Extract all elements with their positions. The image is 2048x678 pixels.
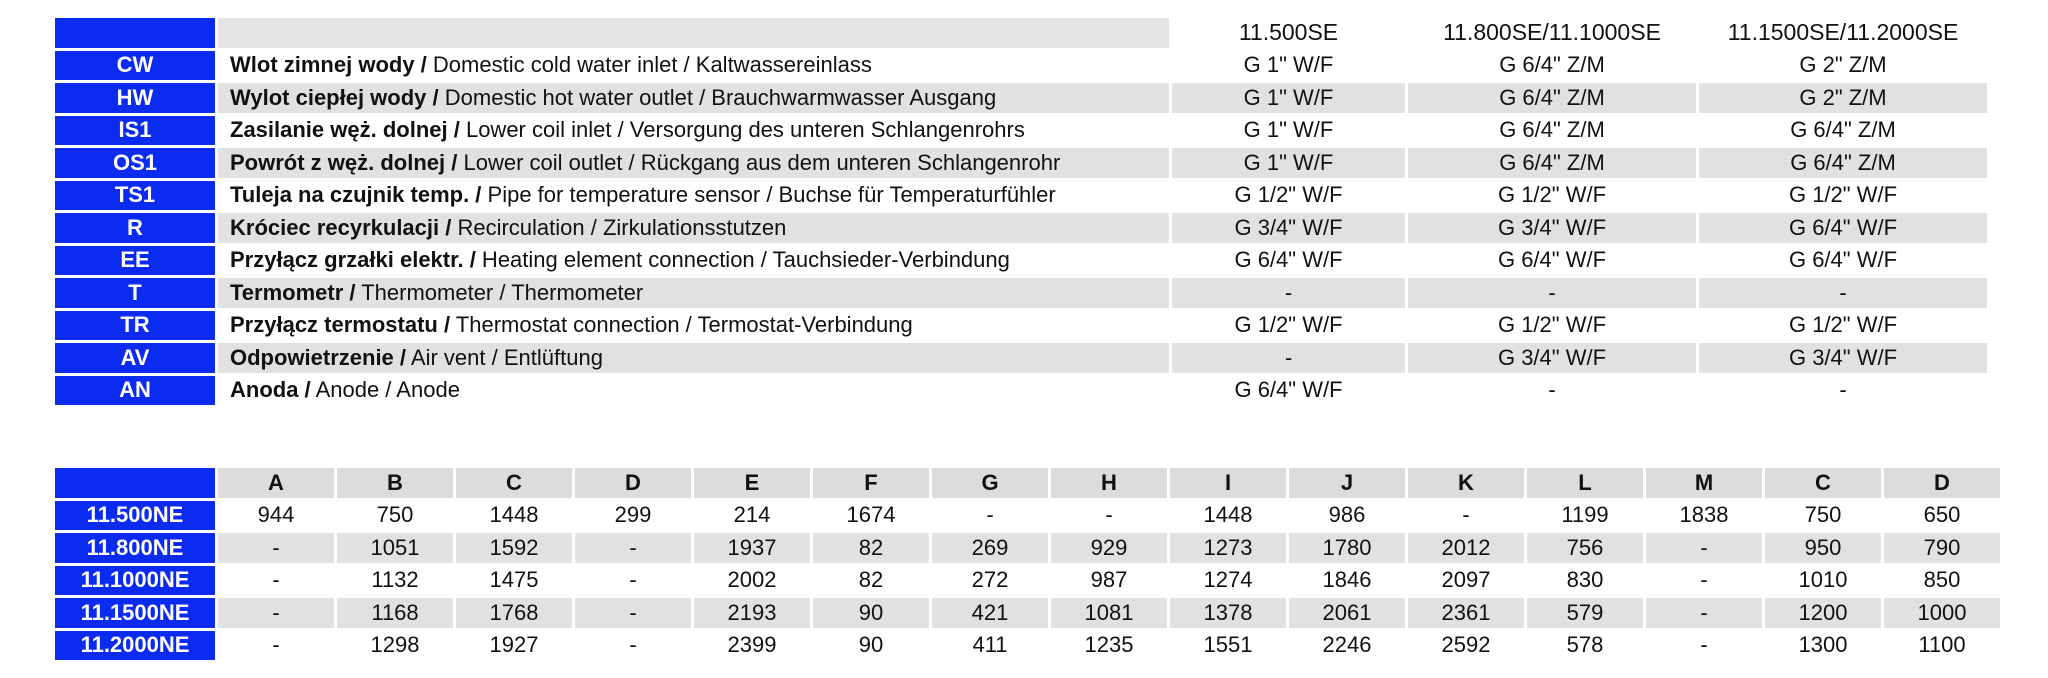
dimension-value: 987 [1051, 566, 1167, 596]
dimension-value: 1051 [337, 533, 453, 563]
header-description-blank [218, 18, 1169, 48]
connection-value: G 6/4" Z/M [1408, 83, 1696, 113]
connection-value: G 6/4" W/F [1172, 246, 1405, 276]
dimension-value: 269 [932, 533, 1048, 563]
dimension-value: 1132 [337, 566, 453, 596]
connection-description [218, 278, 1169, 308]
connection-value: G 1" W/F [1172, 51, 1405, 81]
dimension-header: J [1289, 468, 1405, 498]
dimension-value: 421 [932, 598, 1048, 628]
column-header: 11.800SE/11.1000SE [1408, 18, 1696, 48]
dimension-value: - [218, 566, 334, 596]
connection-value: G 2" Z/M [1699, 83, 1987, 113]
dimension-value: 1937 [694, 533, 810, 563]
connection-code: IS1 [55, 116, 215, 146]
description-polish-bold: Wylot ciepłej wody / [230, 84, 439, 110]
dimension-value: - [1646, 598, 1762, 628]
dimension-value: - [1646, 533, 1762, 563]
dimension-value: 90 [813, 598, 929, 628]
connection-description [218, 148, 1169, 178]
dimension-value: 214 [694, 501, 810, 531]
connection-description [218, 246, 1169, 276]
connection-code: TS1 [55, 181, 215, 211]
connection-row [55, 181, 1987, 211]
connection-value: G 1/2" W/F [1172, 311, 1405, 341]
connection-value: G 3/4" W/F [1172, 213, 1405, 243]
dimension-header: H [1051, 468, 1167, 498]
dimension-value: 1168 [337, 598, 453, 628]
description-translations: Recirculation / Zirkulationsstutzen [451, 214, 787, 240]
dimensions-table [52, 465, 2003, 663]
dimension-header: A [218, 468, 334, 498]
connection-value: G 1" W/F [1172, 116, 1405, 146]
dimension-value: 1274 [1170, 566, 1286, 596]
connection-value: - [1172, 343, 1405, 373]
dimension-value: - [1408, 501, 1524, 531]
connection-value: G 1/2" W/F [1408, 311, 1696, 341]
dimension-header: D [575, 468, 691, 498]
description-translations: Thermostat connection / Termostat-Verbindung [450, 312, 913, 338]
dimension-value: 1199 [1527, 501, 1643, 531]
dimension-value: 1200 [1765, 598, 1881, 628]
description-translations: Anode / Anode [310, 377, 460, 403]
dimension-value: 2012 [1408, 533, 1524, 563]
dimension-value: 790 [1884, 533, 2000, 563]
dimensions-header-row [55, 468, 2000, 498]
dimension-row [55, 501, 2000, 531]
connection-row [55, 213, 1987, 243]
connection-value: G 1" W/F [1172, 148, 1405, 178]
dimension-value: 82 [813, 533, 929, 563]
dimension-value: 299 [575, 501, 691, 531]
connection-row [55, 148, 1987, 178]
connection-description [218, 51, 1169, 81]
description-polish-bold: Anoda / [230, 377, 311, 403]
connection-value: - [1172, 278, 1405, 308]
dimension-value: - [218, 598, 334, 628]
connection-code: AV [55, 343, 215, 373]
dimension-value: 90 [813, 631, 929, 661]
model-code: 11.2000NE [55, 631, 215, 661]
connection-value: G 3/4" W/F [1699, 343, 1987, 373]
description-polish-bold: Powrót z węż. dolnej / [230, 149, 458, 175]
connection-value: G 6/4" Z/M [1408, 116, 1696, 146]
connection-description [218, 83, 1169, 113]
dimension-header: K [1408, 468, 1524, 498]
dimension-value: 1378 [1170, 598, 1286, 628]
dimension-header: I [1170, 468, 1286, 498]
dimension-value: 579 [1527, 598, 1643, 628]
connection-description [218, 116, 1169, 146]
dimension-header: L [1527, 468, 1643, 498]
dimension-value: 750 [337, 501, 453, 531]
connection-value: G 1/2" W/F [1699, 181, 1987, 211]
dimension-value: - [1646, 631, 1762, 661]
dimension-row [55, 566, 2000, 596]
dimension-value: 830 [1527, 566, 1643, 596]
description-polish-bold: Wlot zimnej wody / [230, 52, 427, 78]
connection-value: - [1408, 278, 1696, 308]
dimension-header: G [932, 468, 1048, 498]
dimension-header: E [694, 468, 810, 498]
column-header: 11.1500SE/11.2000SE [1699, 18, 1987, 48]
connection-code: OS1 [55, 148, 215, 178]
dimension-value: 850 [1884, 566, 2000, 596]
connection-code: TR [55, 311, 215, 341]
dimension-value: 2061 [1289, 598, 1405, 628]
dimension-value: 82 [813, 566, 929, 596]
description-translations: Thermometer / Thermometer [355, 279, 644, 305]
connection-row [55, 278, 1987, 308]
connection-value: G 6/4" W/F [1699, 246, 1987, 276]
column-header: 11.500SE [1172, 18, 1405, 48]
connection-code: R [55, 213, 215, 243]
dimension-value: 1235 [1051, 631, 1167, 661]
dimension-value: 756 [1527, 533, 1643, 563]
dimension-value: 1081 [1051, 598, 1167, 628]
model-code: 11.1000NE [55, 566, 215, 596]
connection-value: G 1/2" W/F [1699, 311, 1987, 341]
connection-value: G 1/2" W/F [1172, 181, 1405, 211]
dimension-value: 2399 [694, 631, 810, 661]
connection-row [55, 246, 1987, 276]
connections-header-row [55, 18, 1987, 48]
dimension-value: - [575, 533, 691, 563]
description-polish-bold: Przyłącz termostatu / [230, 312, 451, 338]
dimension-value: - [575, 598, 691, 628]
dimension-header: F [813, 468, 929, 498]
dimension-value: 2002 [694, 566, 810, 596]
connection-code: AN [55, 376, 215, 406]
connection-row [55, 311, 1987, 341]
description-translations: Domestic hot water outlet / Brauchwarmwasser Ausgang [438, 84, 997, 110]
dimension-value: 1674 [813, 501, 929, 531]
dimension-value: - [575, 631, 691, 661]
connection-row [55, 343, 1987, 373]
dimension-value: 1475 [456, 566, 572, 596]
dimension-value: 1592 [456, 533, 572, 563]
dimension-value: - [218, 533, 334, 563]
model-code: 11.500NE [55, 501, 215, 531]
dimension-header: C [1765, 468, 1881, 498]
connection-description [218, 343, 1169, 373]
dimension-value: 411 [932, 631, 1048, 661]
dimension-value: 650 [1884, 501, 2000, 531]
dimension-value: 1927 [456, 631, 572, 661]
dimension-value: 1551 [1170, 631, 1286, 661]
dimension-value: 578 [1527, 631, 1643, 661]
connection-description [218, 376, 1169, 406]
dimension-row [55, 598, 2000, 628]
dimension-value: 950 [1765, 533, 1881, 563]
connection-code: T [55, 278, 215, 308]
dimension-value: 272 [932, 566, 1048, 596]
connection-row [55, 116, 1987, 146]
description-polish-bold: Odpowietrzenie / [230, 344, 407, 370]
description-translations: Domestic cold water inlet / Kaltwassereinlass [426, 52, 872, 78]
dimension-value: - [932, 501, 1048, 531]
connection-value: G 6/4" Z/M [1699, 116, 1987, 146]
dimension-row [55, 631, 2000, 661]
dimension-value: 2193 [694, 598, 810, 628]
connections-table [52, 15, 1990, 408]
description-polish-bold: Tuleja na czujnik temp. / [230, 182, 482, 208]
connection-description [218, 213, 1169, 243]
description-translations: Pipe for temperature sensor / Buchse für Temperaturfühler [481, 182, 1056, 208]
dimension-value: 1780 [1289, 533, 1405, 563]
connection-value: G 6/4" W/F [1699, 213, 1987, 243]
dimension-value: 2246 [1289, 631, 1405, 661]
connection-code: EE [55, 246, 215, 276]
connection-value: G 3/4" W/F [1408, 213, 1696, 243]
dimension-value: 2361 [1408, 598, 1524, 628]
connection-value: - [1699, 376, 1987, 406]
model-code: 11.1500NE [55, 598, 215, 628]
dimension-value: 929 [1051, 533, 1167, 563]
description-translations: Air vent / Entlüftung [406, 344, 603, 370]
model-code: 11.800NE [55, 533, 215, 563]
description-polish-bold: Zasilanie węż. dolnej / [230, 117, 460, 143]
connection-code: HW [55, 83, 215, 113]
dimension-value: - [1646, 566, 1762, 596]
dimension-value: 1300 [1765, 631, 1881, 661]
dimension-value: 1448 [1170, 501, 1286, 531]
dimension-header: B [337, 468, 453, 498]
connection-code: CW [55, 51, 215, 81]
connection-value: - [1699, 278, 1987, 308]
description-polish-bold: Termometr / [230, 279, 356, 305]
connection-row [55, 83, 1987, 113]
connection-row [55, 376, 1987, 406]
connection-value: G 6/4" Z/M [1408, 51, 1696, 81]
dimension-value: 986 [1289, 501, 1405, 531]
connection-description [218, 181, 1169, 211]
dimension-value: 1100 [1884, 631, 2000, 661]
description-polish-bold: Króciec recyrkulacji / [230, 214, 452, 240]
dimension-value: - [575, 566, 691, 596]
dimension-value: 1838 [1646, 501, 1762, 531]
dimension-value: 2592 [1408, 631, 1524, 661]
dimension-value: 1273 [1170, 533, 1286, 563]
dimension-value: - [1051, 501, 1167, 531]
dimension-value: 944 [218, 501, 334, 531]
dimension-header: D [1884, 468, 2000, 498]
dimension-value: 1298 [337, 631, 453, 661]
connection-value: G 1/2" W/F [1408, 181, 1696, 211]
connection-value: - [1408, 376, 1696, 406]
dimension-header: C [456, 468, 572, 498]
connection-row [55, 51, 1987, 81]
description-translations: Lower coil outlet / Rückgang aus dem unteren Schlangenrohr [457, 149, 1061, 175]
dimension-value: 1448 [456, 501, 572, 531]
connection-value: G 6/4" W/F [1408, 246, 1696, 276]
description-translations: Lower coil inlet / Versorgung des unteren Schlangenrohrs [459, 117, 1025, 143]
connection-value: G 3/4" W/F [1408, 343, 1696, 373]
dimension-value: 1010 [1765, 566, 1881, 596]
connection-value: G 2" Z/M [1699, 51, 1987, 81]
connection-value: G 1" W/F [1172, 83, 1405, 113]
connection-value: G 6/4" Z/M [1699, 148, 1987, 178]
dimension-value: 1000 [1884, 598, 2000, 628]
dimensions-corner [55, 468, 215, 498]
connection-value: G 6/4" Z/M [1408, 148, 1696, 178]
connection-value: G 6/4" W/F [1172, 376, 1405, 406]
dimension-value: 750 [1765, 501, 1881, 531]
description-translations: Heating element connection / Tauchsieder-Verbindung [475, 247, 1010, 273]
header-corner [55, 18, 215, 48]
dimension-value: 2097 [1408, 566, 1524, 596]
connection-description [218, 311, 1169, 341]
description-polish-bold: Przyłącz grzałki elektr. / [230, 247, 476, 273]
dimension-value: - [218, 631, 334, 661]
dimension-value: 1768 [456, 598, 572, 628]
dimension-header: M [1646, 468, 1762, 498]
dimension-row [55, 533, 2000, 563]
dimension-value: 1846 [1289, 566, 1405, 596]
